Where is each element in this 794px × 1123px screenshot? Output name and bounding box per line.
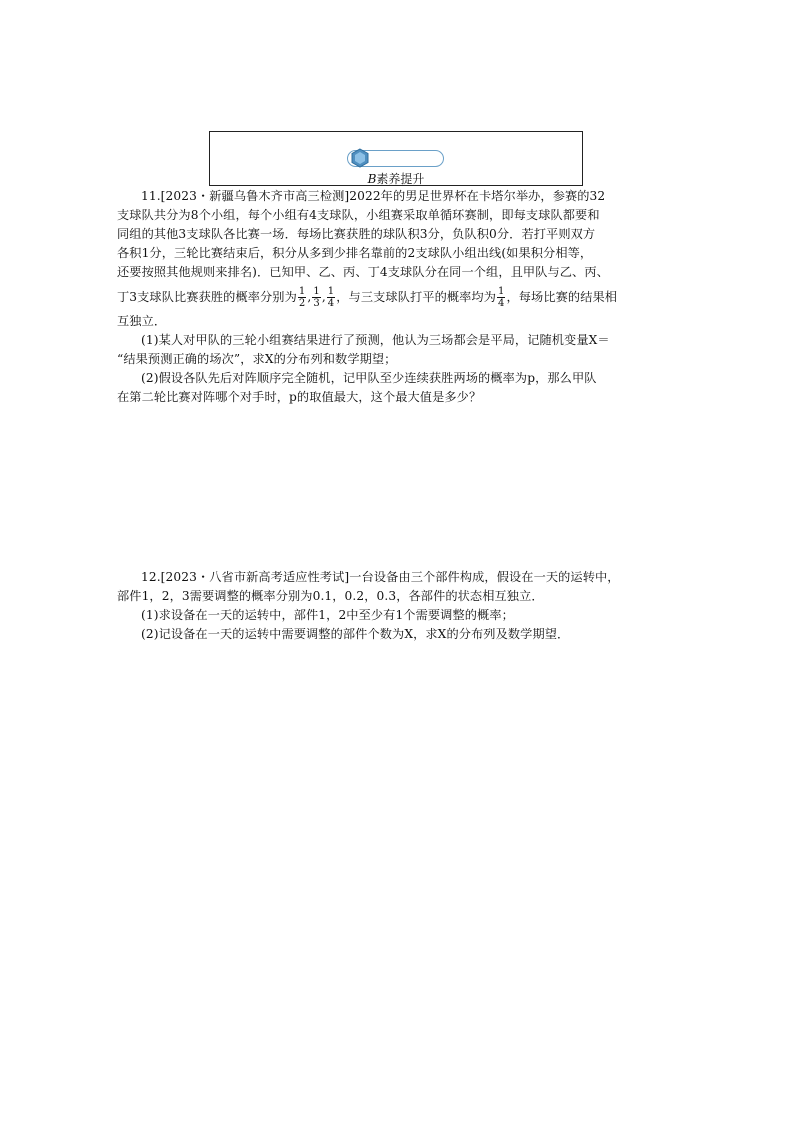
section-letter: B <box>367 172 377 186</box>
q11-line: 支球队共分为8个小组，每个小组有4支球队，小组赛采取单循环赛制，即每支球队都要和 <box>117 208 600 222</box>
q12-part2-line: (2)记设备在一天的运转中需要调整的部件个数为X，求X的分布列及数学期望． <box>141 627 570 641</box>
q11-line: 互独立． <box>117 314 167 328</box>
section-title-text: 素养提升 <box>376 172 425 186</box>
q11-part2-line: 在第二轮比赛对阵哪个对手时，p的取值最大，这个最大值是多少？ <box>117 390 482 404</box>
q11-text: ，每场比赛的结果相 <box>506 290 618 304</box>
section-title <box>210 172 582 186</box>
q11-part1-line: “结果预测正确的场次”，求X的分布列和数学期望； <box>117 352 397 366</box>
fraction <box>312 286 320 309</box>
q11-line-fractions: 丁3支球队比赛获胜的概率分别为 $\frac{1}{2}$ , $\frac{1}{3}$ , $\frac{1}{4}$ ，与三支球队打平的概率均为 $\frac{1}{4}$ ，每场比赛的结果相 <box>117 286 618 309</box>
q12-line: 部件1，2，3需要调整的概率分别为0.1，0.2，0.3，各部件的状态相互独立． <box>117 589 544 603</box>
q11-text: ，与三支球队打平的概率均为 <box>336 290 497 304</box>
fraction-numerator: 1 <box>298 286 306 297</box>
fraction <box>327 286 335 309</box>
fraction <box>497 286 505 309</box>
q11-line: 同组的其他3支球队各比赛一场．每场比赛获胜的球队积3分，负队积0分．若打平则双方 <box>117 227 596 241</box>
q11-text: 丁3支球队比赛获胜的概率分别为 <box>117 290 297 304</box>
fraction-numerator: 1 <box>498 286 505 297</box>
q11-line: 11.[2023・新疆乌鲁木齐市高三检测]2022年的男足世界杯在卡塔尔举办，参赛的32 <box>141 189 606 203</box>
fraction-numerator: 1 <box>313 286 320 297</box>
fraction-denominator: 4 <box>498 298 505 309</box>
question-11 <box>117 187 677 407</box>
fraction-denominator: 4 <box>327 298 335 309</box>
section-header-box <box>209 131 583 186</box>
q11-line: 还要按照其他规则来排名)．已知甲、乙、丙、丁4支球队分在同一个组，且甲队与乙、丙、 <box>117 265 609 279</box>
q12-line: 12.[2023・八省市新高考适应性考试]一台设备由三个部件构成，假设在一天的运转中， <box>141 570 620 584</box>
question-12 <box>117 568 677 644</box>
fraction <box>298 286 306 309</box>
q11-part2-line: (2)假设各队先后对阵顺序完全随机，记甲队至少连续获胜两场的概率为p，那么甲队 <box>141 371 597 385</box>
q11-line: 各积1分，三轮比赛结束后，积分从多到少排名靠前的2支球队小组出线(如果积分相等， <box>117 246 593 260</box>
q12-part1-line: (1)求设备在一天的运转中，部件1，2中至少有1个需要调整的概率； <box>141 608 514 622</box>
fraction-denominator: 3 <box>313 298 320 309</box>
section-badge <box>347 150 444 167</box>
fraction-numerator: 1 <box>327 286 335 297</box>
hexagon-badge-icon <box>350 148 370 168</box>
fraction-denominator: 2 <box>298 298 306 309</box>
q11-part1-line: (1)某人对甲队的三轮小组赛结果进行了预测，他认为三场都会是平局，记随机变量X＝ <box>141 333 610 347</box>
